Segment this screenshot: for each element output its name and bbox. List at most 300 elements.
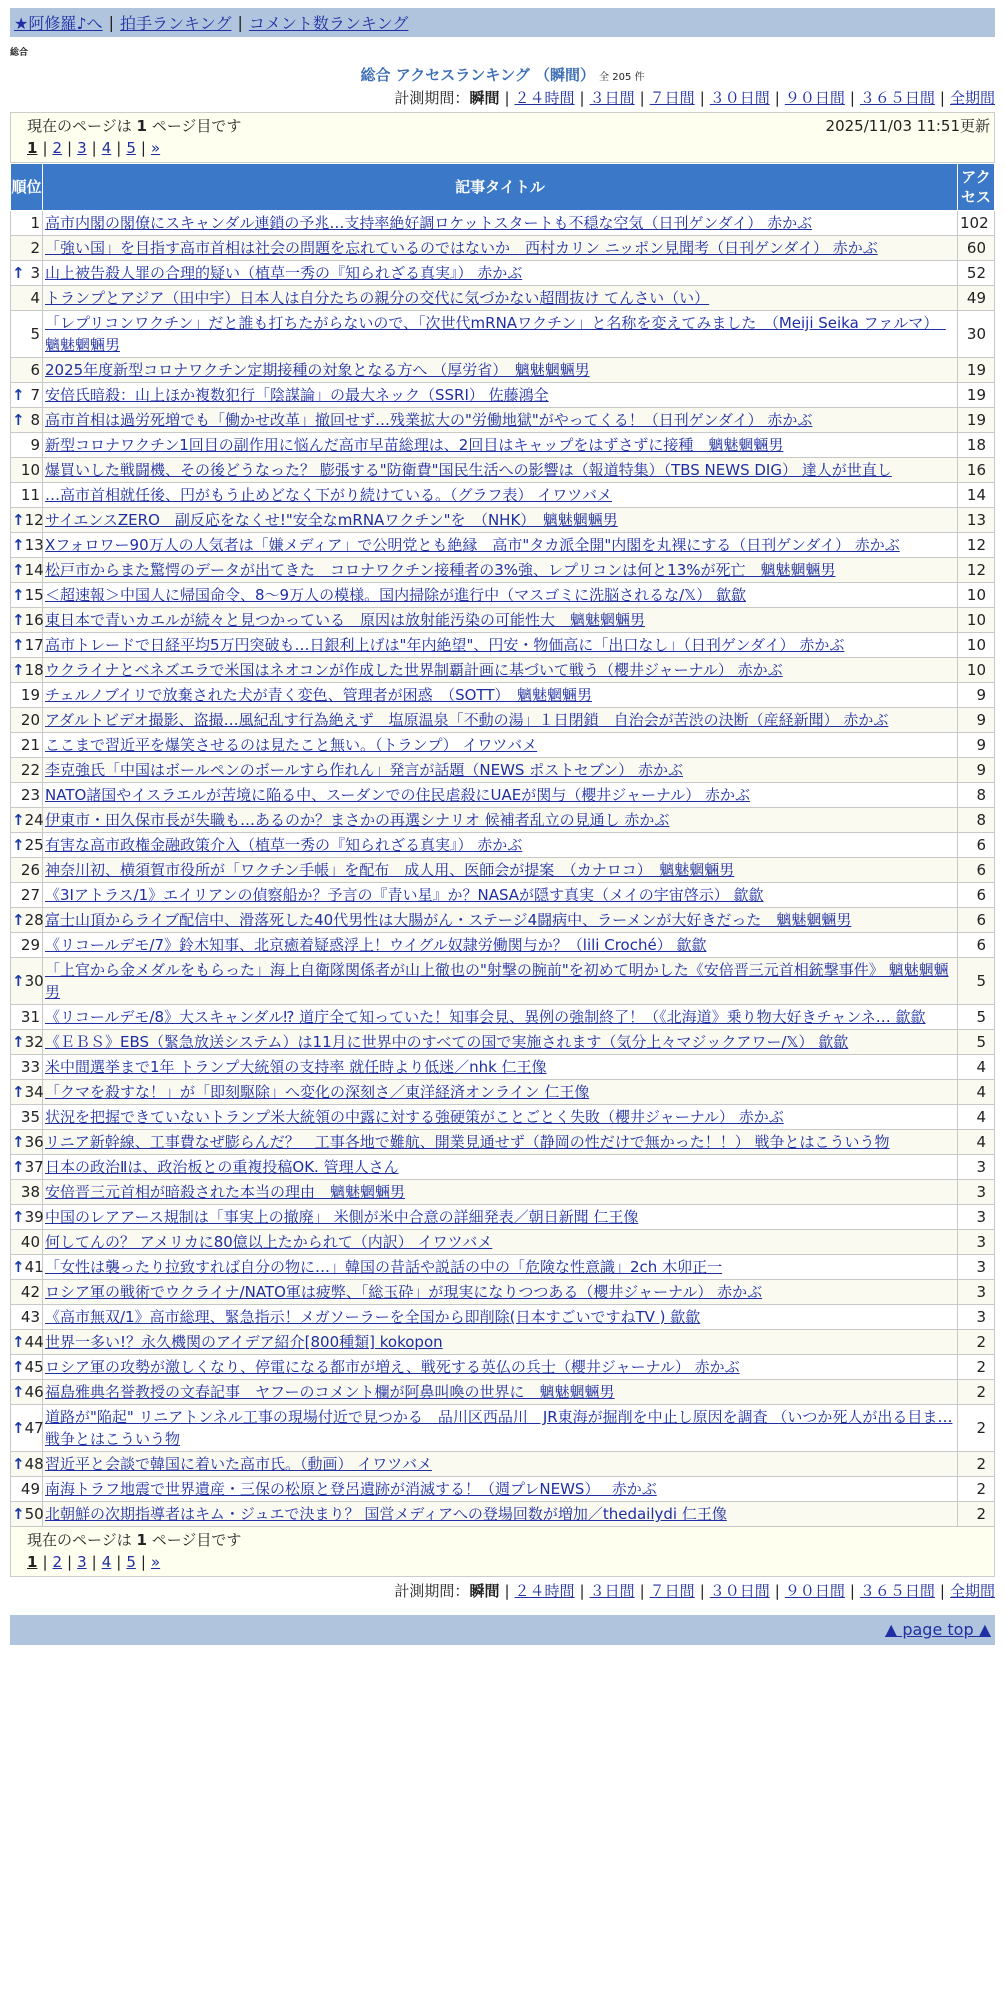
rank-number: 22	[20, 761, 40, 779]
period-link[interactable]: 全期間	[949, 1582, 995, 1600]
access-count: 5	[958, 1030, 995, 1055]
access-count: 2	[958, 1502, 995, 1527]
article-link[interactable]: サイエンスZERO 副反応をなくせ!"安全なmRNAワクチン"を （NHK） 魑魅魍魎男	[45, 511, 618, 529]
rank-cell	[11, 1502, 43, 1527]
article-link[interactable]: ロシア軍の攻勢が激しくなり、停電になる都市が増え、戦死する英仏の兵士（櫻井ジャーナル） 赤かぶ	[45, 1358, 740, 1376]
access-count: 18	[958, 433, 995, 458]
breadcrumb: 総合	[10, 48, 29, 58]
table-row	[11, 1380, 995, 1405]
title-cell	[43, 558, 958, 583]
article-link[interactable]: 高市内閣の閣僚にスキャンダル連鎖の予兆…支持率絶好調ロケットスタートも不穏な空気（日刊ゲンダイ） 赤かぶ	[45, 214, 813, 232]
period-separator: |	[849, 1582, 855, 1600]
rank-cell	[11, 1005, 43, 1030]
title-cell	[43, 433, 958, 458]
period-link[interactable]: ３６５日間	[859, 89, 935, 107]
table-row	[11, 1155, 995, 1180]
page-separator: |	[140, 139, 146, 157]
article-link[interactable]: 「レプリコンワクチン」だと誰も打ちたがらないので、「次世代mRNAワクチン」と名称を変えてみました （Meiji Seika ファルマ） 魑魅魍魎男	[45, 314, 946, 354]
title-cell	[43, 533, 958, 558]
rank-cell	[11, 1180, 43, 1205]
rank-number: 14	[24, 561, 44, 579]
access-count: 10	[958, 608, 995, 633]
up-arrow-icon: ↑	[12, 611, 25, 629]
title-header: 記事タイトル	[43, 164, 958, 211]
table-row	[11, 683, 995, 708]
rank-number: 7	[30, 386, 40, 404]
article-link[interactable]: 李克強氏「中国はボールペンのボールすら作れん」発言が話題（NEWS ポストセブン） 赤かぶ	[45, 761, 683, 779]
access-count: 30	[958, 311, 995, 358]
article-link[interactable]: 山上被告殺人罪の合理的疑い（植草一秀の『知られざる真実』） 赤かぶ	[45, 264, 523, 282]
rank-cell	[11, 383, 43, 408]
period-link[interactable]: ３日間	[589, 89, 635, 107]
title-cell	[43, 1380, 958, 1405]
rank-cell	[11, 833, 43, 858]
rank-cell	[11, 908, 43, 933]
page-separator: |	[67, 139, 73, 157]
table-row	[11, 708, 995, 733]
article-link[interactable]: 高市トレードで日経平均5万円突破も…日銀利上げは"年内絶望"、円安・物価高に「出口なし」（日刊ゲンダイ） 赤かぶ	[45, 636, 845, 654]
period-link[interactable]: ７日間	[649, 1582, 695, 1600]
rank-cell	[11, 1055, 43, 1080]
article-link[interactable]: アダルトビデオ撮影、盗撮…風紀乱す行為絶えず 塩原温泉「不動の湯」１日閉鎖 自治会が苦渋の決断（産経新聞） 赤かぶ	[45, 711, 889, 729]
up-arrow-icon: ↑	[12, 1033, 25, 1051]
article-link[interactable]: 世界一多い!？永久機関のアイデア紹介[800種類] kokopon	[45, 1333, 443, 1351]
period-separator: |	[504, 89, 510, 107]
title-cell	[43, 408, 958, 433]
article-link[interactable]: 状況を把握できていないトランプ米大統領の中露に対する強硬策がことごとく失敗（櫻井ジャーナル） 赤かぶ	[45, 1108, 784, 1126]
article-link[interactable]: 2025年度新型コロナワクチン定期接種の対象となる方へ （厚労省） 魑魅魍魎男	[45, 361, 590, 379]
up-arrow-icon: ↑	[12, 1133, 25, 1151]
rank-number: 5	[30, 325, 40, 343]
article-link[interactable]: 「クマを殺すな！」が「即刻駆除」へ変化の深刻さ／東洋経済オンライン 仁王像	[45, 1083, 590, 1101]
table-row	[11, 858, 995, 883]
rank-number: 47	[24, 1419, 44, 1437]
access-count: 60	[958, 236, 995, 261]
access-count: 49	[958, 286, 995, 311]
rank-number: 24	[24, 811, 44, 829]
title-cell	[43, 383, 958, 408]
rank-cell	[11, 1477, 43, 1502]
title-cell	[43, 236, 958, 261]
period-separator: |	[579, 1582, 585, 1600]
rank-cell	[11, 1130, 43, 1155]
access-count: 102	[958, 211, 995, 236]
page-title	[0, 65, 1005, 85]
rank-number: 12	[24, 511, 44, 529]
rank-number: 46	[24, 1383, 44, 1401]
ranking-table	[10, 163, 995, 1527]
title-cell	[43, 808, 958, 833]
page-separator: |	[42, 139, 48, 157]
rank-number: 37	[24, 1158, 44, 1176]
rank-number: 15	[24, 586, 44, 604]
title-cell	[43, 1055, 958, 1080]
article-link[interactable]: 新型コロナワクチン1回目の副作用に悩んだ高市早苗総理は、2回目はキャップをはずさずに接種 魑魅魍魎男	[45, 436, 784, 454]
article-link[interactable]: 中国のレアアース規制は「事実上の撤廃」 米側が米中合意の詳細発表／朝日新聞 仁王像	[45, 1208, 639, 1226]
up-arrow-icon: ↑	[12, 811, 25, 829]
page-link[interactable]: 3	[77, 139, 87, 157]
rank-number: 43	[20, 1308, 40, 1326]
period-current: 瞬間	[469, 1582, 500, 1600]
title-cell	[43, 758, 958, 783]
article-link[interactable]: 「強い国」を目指す高市首相は社会の問題を忘れているのではないか 西村カリン ニッポン見聞考（日刊ゲンダイ） 赤かぶ	[45, 239, 878, 257]
total-count: 全 205 件	[599, 72, 645, 83]
period-link[interactable]: ９０日間	[784, 1582, 845, 1600]
title-cell	[43, 458, 958, 483]
rank-number: 26	[20, 861, 40, 879]
up-arrow-icon: ↑	[12, 586, 25, 604]
rank-number: 49	[20, 1480, 40, 1498]
up-arrow-icon: ↑	[12, 1258, 25, 1276]
rank-number: 40	[20, 1233, 40, 1251]
article-link[interactable]: 東日本で青いカエルが続々と見つかっている 原因は放射能汚染の可能性大 魑魅魍魎男	[45, 611, 646, 629]
access-count: 6	[958, 883, 995, 908]
access-count: 10	[958, 633, 995, 658]
access-count: 19	[958, 383, 995, 408]
article-link[interactable]: 有害な高市政権金融政策介入（植草一秀の『知られざる真実』） 赤かぶ	[45, 836, 523, 854]
page-status: 現在のページは 1 ページ目です	[27, 117, 242, 135]
period-link[interactable]: ２４時間	[514, 89, 575, 107]
rank-number: 32	[24, 1033, 44, 1051]
page-link[interactable]: 5	[126, 139, 136, 157]
up-arrow-icon: ↑	[12, 386, 25, 404]
page-link[interactable]: 3	[77, 1553, 87, 1571]
access-count: 9	[958, 708, 995, 733]
table-row	[11, 758, 995, 783]
article-link[interactable]: …高市首相就任後、円がもう止めどなく下がり続けている。（グラフ表） イワツバメ	[45, 486, 612, 504]
rank-number: 13	[24, 536, 44, 554]
access-count: 4	[958, 1055, 995, 1080]
title-cell	[43, 1305, 958, 1330]
article-link[interactable]: 安倍氏暗殺：山上ほか複数犯行「陰謀論」の最大ネック（SSRI） 佐藤鴻全	[45, 386, 549, 404]
table-row	[11, 508, 995, 533]
up-arrow-icon: ↑	[12, 661, 25, 679]
rank-header: 順位	[11, 164, 43, 211]
rank-cell	[11, 933, 43, 958]
rank-number: 27	[20, 886, 40, 904]
rank-cell	[11, 683, 43, 708]
title-cell	[43, 1330, 958, 1355]
access-count: 9	[958, 758, 995, 783]
up-arrow-icon: ↑	[12, 1455, 25, 1473]
rank-number: 21	[20, 736, 40, 754]
page-separator: |	[116, 139, 122, 157]
rank-cell	[11, 358, 43, 383]
rank-number: 17	[24, 636, 44, 654]
table-row	[11, 1080, 995, 1105]
up-arrow-icon: ↑	[12, 836, 25, 854]
article-link[interactable]: チェルノブイリで放棄された犬が青く変色、管理者が困惑 （SOTT） 魑魅魍魎男	[45, 686, 592, 704]
access-count: 8	[958, 808, 995, 833]
access-header: アクセス	[958, 164, 995, 211]
access-count: 2	[958, 1452, 995, 1477]
rank-cell	[11, 708, 43, 733]
title-cell	[43, 1280, 958, 1305]
access-count: 19	[958, 408, 995, 433]
rank-number: 50	[24, 1505, 44, 1523]
access-count: 52	[958, 261, 995, 286]
article-link[interactable]: 日本の政治Ⅱは、政治板との重複投稿OK. 管理人さん	[45, 1158, 399, 1176]
table-row	[11, 358, 995, 383]
table-row	[11, 808, 995, 833]
article-link[interactable]: 神奈川初、横須賀市役所が「ワクチン手帳」を配布 成人用、医師会が提案 （カナロコ） 魑魅魍魎男	[45, 861, 735, 879]
rank-number: 39	[24, 1208, 44, 1226]
table-row	[11, 608, 995, 633]
rank-number: 42	[20, 1283, 40, 1301]
title-cell	[43, 211, 958, 236]
access-count: 2	[958, 1355, 995, 1380]
rank-number: 18	[24, 661, 44, 679]
article-link[interactable]: 福島雅典名誉教授の文春記事 ヤフーのコメント欄が阿鼻叫喚の世界に 魑魅魍魎男	[45, 1383, 615, 1401]
access-count: 3	[958, 1305, 995, 1330]
table-row	[11, 533, 995, 558]
article-link[interactable]: 「上官から金メダルをもらった」海上自衛隊関係者が山上徹也の"射撃の腕前"を初めて明かした《安倍晋三元首相銃撃事件》 魑魅魍魎男	[45, 961, 949, 1001]
rank-number: 4	[30, 289, 40, 307]
access-count: 10	[958, 658, 995, 683]
period-separator: |	[639, 89, 645, 107]
table-row	[11, 1280, 995, 1305]
page-link[interactable]: 4	[101, 1553, 112, 1571]
article-link[interactable]: ロシア軍の戦術でウクライナ/NATO軍は疲弊、「総玉砕」が現実になりつつある（櫻井ジャーナル） 赤かぶ	[45, 1283, 763, 1301]
rank-number: 2	[30, 239, 40, 257]
article-link[interactable]: 何してんの？ アメリカに80億以上たかられて（内訳） イワツバメ	[45, 1233, 493, 1251]
table-row	[11, 433, 995, 458]
rank-number: 8	[30, 411, 40, 429]
period-separator: |	[774, 1582, 780, 1600]
article-link[interactable]: 《リコールデモ/7》鈴木知事、北京癒着疑惑浮上！ウイグル奴隷労働関与か？（lili Croché） 歙歙	[45, 936, 707, 954]
article-link[interactable]: 《リコールデモ/8》大スキャンダル⁉ 道庁全て知っていた！知事会見、異例の強制終了！（《北海道》乗り物大好きチャンネ… 歙歙	[45, 1008, 926, 1026]
rank-cell	[11, 286, 43, 311]
period-current: 瞬間	[469, 89, 500, 107]
title-cell	[43, 1180, 958, 1205]
article-link[interactable]: 爆買いした戦闘機、その後どうなった？ 膨張する"防衛費"国民生活への影響は（報道特集）（TBS NEWS DIG） 達人が世直し	[45, 461, 892, 479]
title-cell	[43, 1130, 958, 1155]
period-link[interactable]: ９０日間	[784, 89, 845, 107]
rank-cell	[11, 883, 43, 908]
article-link[interactable]: NATO諸国やイスラエルが苦境に陥る中、スーダンでの住民虐殺にUAEが関与（櫻井ジャーナル） 赤かぶ	[45, 786, 750, 804]
article-link[interactable]: 松戸市からまた驚愕のデータが出てきた コロナワクチン接種者の3%強、レプリコンは何と13%が死亡 魑魅魍魎男	[45, 561, 836, 579]
rank-number: 16	[24, 611, 44, 629]
table-row	[11, 908, 995, 933]
rank-cell	[11, 1255, 43, 1280]
table-row	[11, 1230, 995, 1255]
rank-number: 3	[30, 264, 40, 282]
rank-cell	[11, 483, 43, 508]
access-count: 3	[958, 1205, 995, 1230]
title-cell	[43, 1105, 958, 1130]
article-link[interactable]: リニア新幹線、工事費なぜ膨らんだ？ 工事各地で難航、開業見通せず（静岡の性だけで無かった！！） 戦争とはこういう物	[45, 1133, 890, 1151]
period-separator: |	[774, 89, 780, 107]
page-top-link[interactable]: ▲ page top ▲	[884, 1620, 991, 1639]
table-row	[11, 733, 995, 758]
access-count: 5	[958, 958, 995, 1005]
article-link[interactable]: 《高市無双/1》高市総理、緊急指示！メガソーラーを全国から即削除(日本すごいですねTV ) 歙歙	[45, 1308, 701, 1326]
access-count: 3	[958, 1180, 995, 1205]
article-link[interactable]: 《ＥＢＳ》EBS（緊急放送システム）は11月に世界中のすべての国で実施されます（気分上々マジックアワー/𝕏） 歙歙	[45, 1033, 849, 1051]
article-link[interactable]: ＜超速報＞中国人に帰国命令、8～9万人の模様。国内掃除が進行中（マスゴミに洗脳されるな/𝕏） 歙歙	[45, 586, 746, 604]
rank-number: 38	[20, 1183, 40, 1201]
rank-number: 34	[24, 1083, 44, 1101]
rank-number: 9	[30, 436, 40, 454]
access-count: 4	[958, 1080, 995, 1105]
table-row	[11, 583, 995, 608]
article-link[interactable]: ウクライナとベネズエラで米国はネオコンが作成した世界制覇計画に基づいて戦う（櫻井ジャーナル） 赤かぶ	[45, 661, 783, 679]
period-selector-top	[0, 88, 995, 108]
table-row	[11, 958, 995, 1005]
rank-number: 6	[30, 361, 40, 379]
access-count: 8	[958, 783, 995, 808]
article-link[interactable]: 南海トラフ地震で世界遺産・三保の松原と登呂遺跡が消滅する！（週プレNEWS） 赤かぶ	[45, 1480, 657, 1498]
table-row	[11, 1305, 995, 1330]
access-count: 19	[958, 358, 995, 383]
rank-cell	[11, 1030, 43, 1055]
title-cell	[43, 286, 958, 311]
access-count: 3	[958, 1230, 995, 1255]
page-separator: |	[42, 1553, 48, 1571]
period-selector-bottom	[0, 1581, 995, 1601]
page-link[interactable]: 2	[52, 1553, 63, 1571]
pagination-bottom: 現在のページは 1 ページ目です 1 | 2 | 3 | 4 | 5 | »	[10, 1527, 995, 1577]
rank-cell	[11, 583, 43, 608]
table-row	[11, 236, 995, 261]
up-arrow-icon: ↑	[12, 1333, 25, 1351]
table-row	[11, 1255, 995, 1280]
up-arrow-icon: ↑	[12, 411, 25, 429]
title-cell	[43, 933, 958, 958]
rank-number: 20	[20, 711, 40, 729]
period-link[interactable]: 全期間	[949, 89, 995, 107]
period-link[interactable]: ３０日間	[709, 89, 770, 107]
period-link[interactable]: ３０日間	[709, 1582, 770, 1600]
title-cell	[43, 608, 958, 633]
nav-separator: |	[108, 13, 114, 32]
table-row	[11, 408, 995, 433]
page-link[interactable]: 2	[52, 139, 63, 157]
access-count: 2	[958, 1477, 995, 1502]
period-separator: |	[579, 89, 585, 107]
up-arrow-icon: ↑	[12, 1158, 25, 1176]
article-link[interactable]: 安倍晋三元首相が暗殺された本当の理由 魑魅魍魎男	[45, 1183, 406, 1201]
article-link[interactable]: 「女性は襲ったり拉致すれば自分の物に…」韓国の昔話や説話の中の「危険な性意識」2ch 木卯正一	[45, 1258, 723, 1276]
rank-cell	[11, 533, 43, 558]
title-cell	[43, 883, 958, 908]
rank-cell	[11, 558, 43, 583]
access-count: 16	[958, 458, 995, 483]
title-cell	[43, 508, 958, 533]
rank-cell	[11, 1280, 43, 1305]
rank-cell	[11, 1205, 43, 1230]
title-cell	[43, 908, 958, 933]
article-link[interactable]: 富士山頂からライブ配信中、滑落死した40代男性は大腸がん・ステージ4闘病中、ラーメンが大好きだった 魑魅魍魎男	[45, 911, 852, 929]
home-link[interactable]: ★阿修羅♪へ	[14, 14, 103, 33]
rank-cell	[11, 311, 43, 358]
title-cell	[43, 1080, 958, 1105]
rank-cell	[11, 783, 43, 808]
title-cell	[43, 1205, 958, 1230]
period-link[interactable]: ３６５日間	[859, 1582, 935, 1600]
period-separator: |	[849, 89, 855, 107]
rank-cell	[11, 633, 43, 658]
rank-number: 19	[20, 686, 40, 704]
table-row	[11, 211, 995, 236]
title-cell	[43, 483, 958, 508]
page-separator: |	[67, 1553, 73, 1571]
article-link[interactable]: 米中間選挙まで1年 トランプ大統領の支持率 就任時より低迷／nhk 仁王像	[45, 1058, 547, 1076]
comment-ranking-link[interactable]: コメント数ランキング	[248, 14, 409, 33]
page-link[interactable]: 5	[126, 1553, 136, 1571]
rank-number: 31	[20, 1008, 40, 1026]
access-count: 2	[958, 1405, 995, 1452]
up-arrow-icon: ↑	[12, 636, 25, 654]
up-arrow-icon: ↑	[12, 1383, 25, 1401]
period-label: 計測期間：	[394, 1582, 470, 1600]
period-label: 計測期間：	[394, 89, 470, 107]
next-page-link[interactable]: »	[150, 1553, 161, 1571]
article-link[interactable]: 《3Iアトラス/1》エイリアンの偵察船か？予言の『青い星』か？NASAが隠す真実（メイの宇宙啓示） 歙歙	[45, 886, 764, 904]
rank-number: 41	[24, 1258, 44, 1276]
access-count: 9	[958, 733, 995, 758]
up-arrow-icon: ↑	[12, 972, 25, 990]
page-links	[27, 137, 990, 159]
period-separator: |	[699, 89, 705, 107]
article-link[interactable]: 習近平と会談で韓国に着いた高市氏。（動画） イワツバメ	[45, 1455, 432, 1473]
table-row	[11, 833, 995, 858]
table-row	[11, 1205, 995, 1230]
up-arrow-icon: ↑	[12, 1419, 25, 1437]
table-row	[11, 1005, 995, 1030]
access-count: 14	[958, 483, 995, 508]
period-link[interactable]: ２４時間	[514, 1582, 575, 1600]
article-link[interactable]: ここまで習近平を爆笑させるのは見たこと無い。（トランプ） イワツバメ	[45, 736, 538, 754]
article-link[interactable]: Xフォロワー90万人の人気者は「嫌メディア」で公明党とも絶縁 高市"タカ派全開"内閣を丸裸にする（日刊ゲンダイ） 赤かぶ	[45, 536, 900, 554]
rank-number: 10	[20, 461, 40, 479]
title-cell	[43, 1355, 958, 1380]
rank-cell	[11, 508, 43, 533]
period-link[interactable]: ７日間	[649, 89, 695, 107]
rank-cell	[11, 1355, 43, 1380]
title-cell	[43, 1502, 958, 1527]
rank-number: 48	[24, 1455, 44, 1473]
article-link[interactable]: トランプとアジア（田中宇）日本人は自分たちの親分の交代に気づかない超間抜け てんさい（い）	[45, 289, 710, 307]
rank-cell	[11, 261, 43, 286]
article-link[interactable]: 伊東市・田久保市長が失職も…あるのか？まさかの再選シナリオ 候補者乱立の見通し 赤かぶ	[45, 811, 670, 829]
rank-cell	[11, 608, 43, 633]
table-row	[11, 1330, 995, 1355]
up-arrow-icon: ↑	[12, 536, 25, 554]
applause-ranking-link[interactable]: 拍手ランキング	[119, 14, 232, 33]
page-separator: |	[116, 1553, 122, 1571]
article-link[interactable]: 北朝鮮の次期指導者はキム・ジュエで決まり？ 国営メディアへの登場回数が増加／thedailydi 仁王像	[45, 1505, 727, 1523]
table-row	[11, 286, 995, 311]
rank-cell	[11, 858, 43, 883]
title-cell	[43, 683, 958, 708]
table-row	[11, 1030, 995, 1055]
rank-cell	[11, 1155, 43, 1180]
next-page-link[interactable]: »	[150, 139, 161, 157]
access-count: 12	[958, 533, 995, 558]
up-arrow-icon: ↑	[12, 561, 25, 579]
current-page: 1	[27, 1553, 38, 1571]
period-link[interactable]: ３日間	[589, 1582, 635, 1600]
page-links	[27, 1551, 990, 1573]
rank-cell	[11, 733, 43, 758]
article-link[interactable]: 道路が"陥起" リニアトンネル工事の現場付近で見つかる 品川区西品川 JR東海が掘削を中止し原因を調査 （いつか死人が出る目ま… 戦争とはこういう物	[45, 1408, 953, 1448]
title-cell	[43, 1405, 958, 1452]
access-count: 6	[958, 908, 995, 933]
article-link[interactable]: 高市首相は過労死増でも「働かせ改革」撤回せず…残業拡大の"労働地獄"がやってくる！（日刊ゲンダイ） 赤かぶ	[45, 411, 813, 429]
page-link[interactable]: 4	[101, 139, 112, 157]
rank-cell	[11, 958, 43, 1005]
